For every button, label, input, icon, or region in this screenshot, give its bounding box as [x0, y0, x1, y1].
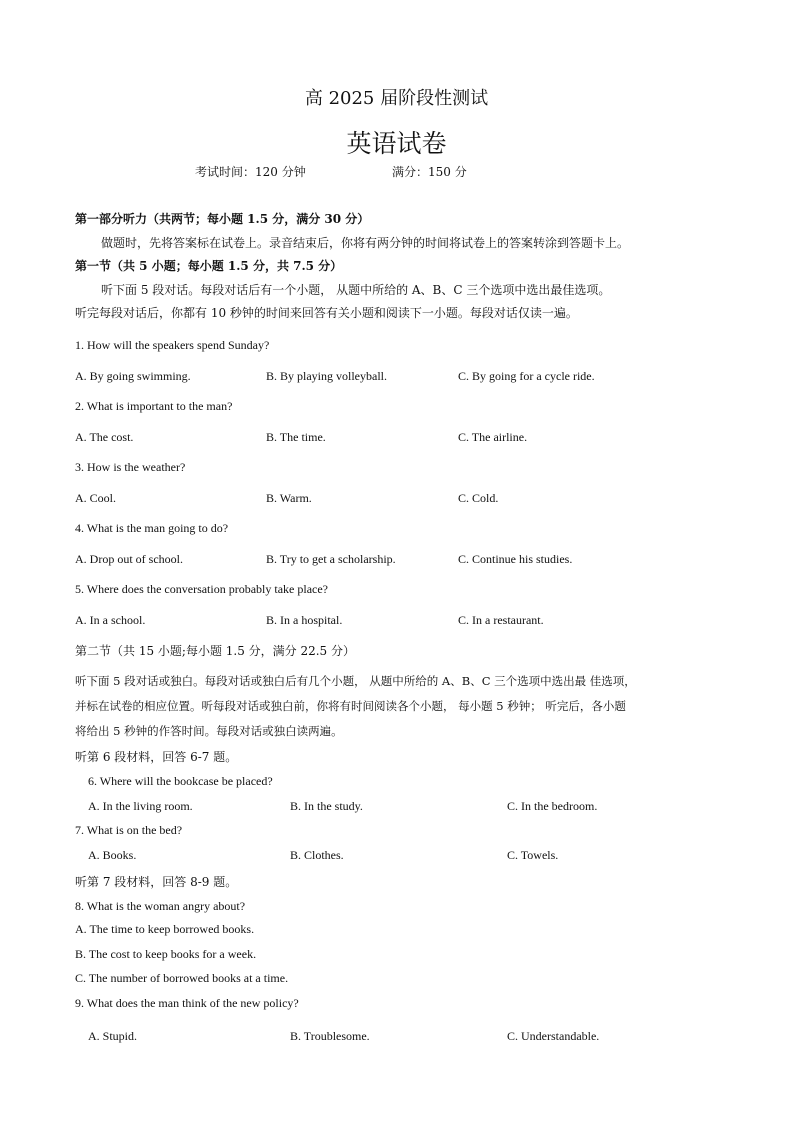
section2-instruction-2: 并标在试卷的相应位置。听每段对话或独白前，你将有时间阅读各个小题， 每小题 5 秒钟； 听完后，各小题 — [75, 699, 626, 713]
exam-subject: 英语试卷 — [346, 129, 447, 158]
q6-option-c: C. In the bedroom. — [507, 799, 598, 813]
part1-heading: 第一部分听力（共两节；每小题 1.5 分，满分 30 分） — [75, 212, 370, 226]
q4-option-c: C. Continue his studies. — [458, 552, 573, 566]
q2-option-a: A. The cost. — [75, 430, 134, 444]
q7-option-a: A. Books. — [88, 848, 137, 862]
material-7-label: 听第 7 段材料，回答 8-9 题。 — [75, 875, 238, 889]
q8-option-a: A. The time to keep borrowed books. — [75, 922, 255, 936]
exam-time: 考试时间：120 分钟 — [195, 165, 306, 179]
q1-option-a: A. By going swimming. — [75, 369, 191, 383]
q2-option-c: C. The airline. — [458, 430, 528, 444]
q6-option-b: B. In the study. — [290, 799, 363, 813]
q7-option-c: C. Towels. — [507, 848, 559, 862]
question-2: 2. What is important to the man? — [75, 399, 233, 413]
question-6: 6. Where will the bookcase be placed? — [88, 774, 273, 788]
section1-instruction-1: 听下面 5 段对话。每段对话后有一个小题， 从题中所给的 A、B、C 三个选项中选出最佳选项。 — [101, 283, 611, 297]
q1-option-b: B. By playing volleyball. — [266, 369, 387, 383]
material-6-label: 听第 6 段材料，回答 6-7 题。 — [75, 750, 238, 764]
q8-option-b: B. The cost to keep books for a week. — [75, 947, 257, 961]
q9-option-c: C. Understandable. — [507, 1029, 600, 1043]
q3-option-b: B. Warm. — [266, 491, 312, 505]
q9-option-b: B. Troublesome. — [290, 1029, 370, 1043]
q4-option-b: B. Try to get a scholarship. — [266, 552, 396, 566]
q3-option-c: C. Cold. — [458, 491, 499, 505]
exam-score: 满分：150 分 — [392, 165, 467, 179]
section1-instruction-2: 听完每段对话后，你都有 10 秒钟的时间来回答有关小题和阅读下一小题。每段对话仅读一遍。 — [75, 306, 578, 320]
q9-option-a: A. Stupid. — [88, 1029, 138, 1043]
question-3: 3. How is the weather? — [75, 460, 186, 474]
question-8: 8. What is the woman angry about? — [75, 899, 246, 913]
section2-instruction-1: 听下面 5 段对话或独白。每段对话或独白后有几个小题， 从题中所给的 A、B、C 三个选项中选出最 佳选项， — [75, 674, 636, 688]
q5-option-a: A. In a school. — [75, 613, 146, 627]
question-7: 7. What is on the bed? — [75, 823, 183, 837]
exam-title: 高 2025 届阶段性测试 — [304, 88, 489, 109]
section2-heading: 第二节（共 15 小题;每小题 1.5 分，满分 22.5 分） — [75, 644, 356, 658]
q4-option-a: A. Drop out of school. — [75, 552, 183, 566]
q3-option-a: A. Cool. — [75, 491, 117, 505]
section1-heading: 第一节（共 5 小题；每小题 1.5 分，共 7.5 分） — [75, 259, 343, 273]
q2-option-b: B. The time. — [266, 430, 326, 444]
q5-option-c: C. In a restaurant. — [458, 613, 544, 627]
q6-option-a: A. In the living room. — [88, 799, 193, 813]
q5-option-b: B. In a hospital. — [266, 613, 343, 627]
question-1: 1. How will the speakers spend Sunday? — [75, 338, 270, 352]
q7-option-b: B. Clothes. — [290, 848, 344, 862]
q8-option-c: C. The number of borrowed books at a time. — [75, 971, 289, 985]
question-9: 9. What does the man think of the new policy? — [75, 996, 299, 1010]
q1-option-c: C. By going for a cycle ride. — [458, 369, 595, 383]
part1-instruction: 做题时，先将答案标在试卷上。录音结束后，你将有两分钟的时间将试卷上的答案转涂到答题卡上。 — [101, 236, 630, 250]
question-4: 4. What is the man going to do? — [75, 521, 229, 535]
question-5: 5. Where does the conversation probably take place? — [75, 582, 329, 596]
section2-instruction-3: 将给出 5 秒钟的作答时间。每段对话或独白读两遍。 — [75, 724, 343, 738]
